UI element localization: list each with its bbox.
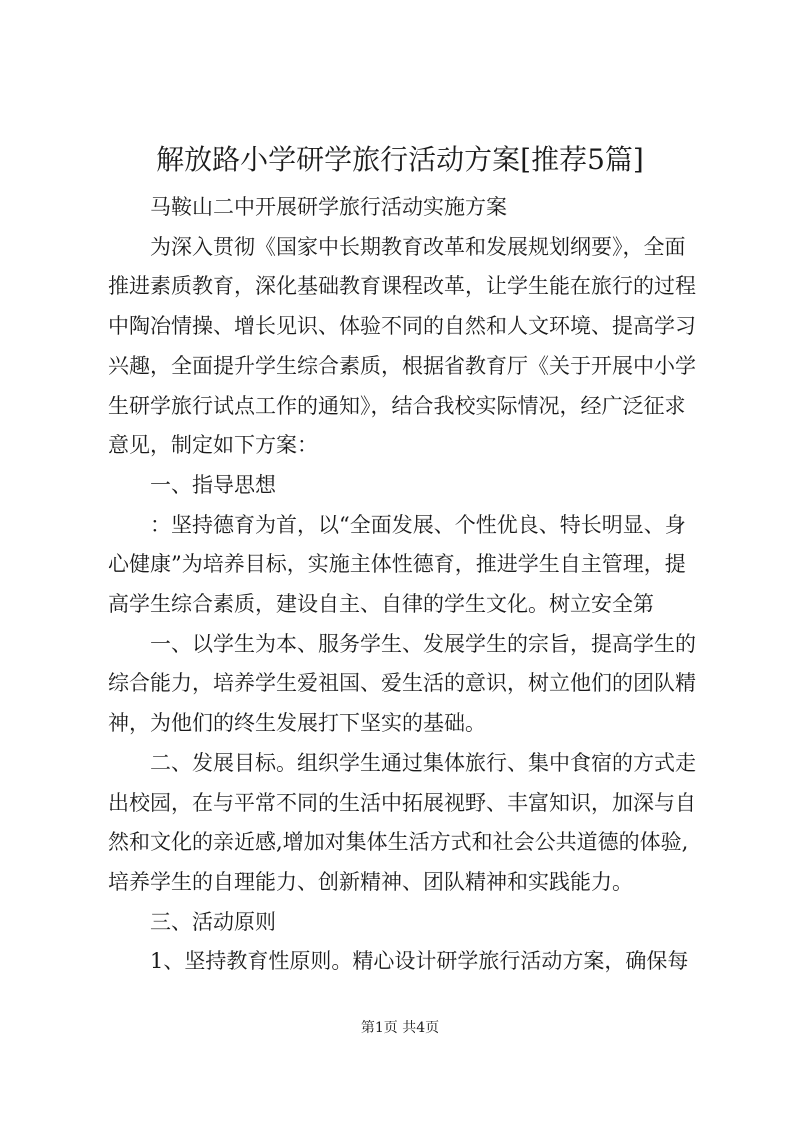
section-heading: 三、活动原则 xyxy=(150,909,276,934)
paragraph-line: 马鞍山二中开展研学旅行活动实施方案 xyxy=(150,195,507,219)
page-footer: 第1页 共4页 xyxy=(360,1020,440,1036)
paragraph-line: 推进素质教育，深化基础教育课程改革，让学生能在旅行的过程 xyxy=(108,274,696,299)
paragraph-line: 兴趣，全面提升学生综合素质，根据省教育厅《关于开展中小学 xyxy=(108,353,696,378)
paragraph-line: 高学生综合素质，建设自主、自律的学生文化。树立安全第 xyxy=(108,592,654,617)
paragraph-line: 心健康”为培养目标，实施主体性德育，推进学生自主管理，提 xyxy=(108,552,686,577)
section-heading: 一、指导思想 xyxy=(150,472,276,497)
paragraph-line: 然和文化的亲近感,增加对集体生活方式和社会公共道德的体验, xyxy=(108,830,689,855)
paragraph-line: ：坚持德育为首，以“全面发展、个性优良、特长明显、身 xyxy=(150,512,686,537)
paragraph-line: 为深入贯彻《国家中长期教育改革和发展规划纲要》，全面 xyxy=(150,234,686,259)
paragraph-line: 综合能力，培养学生爱祖国、爱生活的意识，树立他们的团队精 xyxy=(108,671,696,696)
document-title: 解放路小学研学旅行活动方案[推荐5篇] xyxy=(156,143,644,176)
paragraph-line: 中陶冶情操、增长见识、体验不同的自然和人文环境、提高学习 xyxy=(108,314,696,339)
paragraph-line: 出校园，在与平常不同的生活中拓展视野、丰富知识，加深与自 xyxy=(108,790,696,815)
paragraph-line: 一、以学生为本、服务学生、发展学生的宗旨，提高学生的 xyxy=(150,631,696,656)
document-body xyxy=(108,188,698,982)
paragraph-line: 培养学生的自理能力、创新精神、团队精神和实践能力。 xyxy=(108,869,633,894)
paragraph-line: 神，为他们的终生发展打下坚实的基础。 xyxy=(108,711,486,736)
paragraph-line: 1、坚持教育性原则。精心设计研学旅行活动方案，确保每 xyxy=(150,949,689,974)
paragraph-line: 二、发展目标。组织学生通过集体旅行、集中食宿的方式走 xyxy=(150,750,696,775)
paragraph-line: 意见，制定如下方案： xyxy=(108,433,318,458)
paragraph-line: 生研学旅行试点工作的通知》，结合我校实际情况，经广泛征求 xyxy=(108,393,686,418)
